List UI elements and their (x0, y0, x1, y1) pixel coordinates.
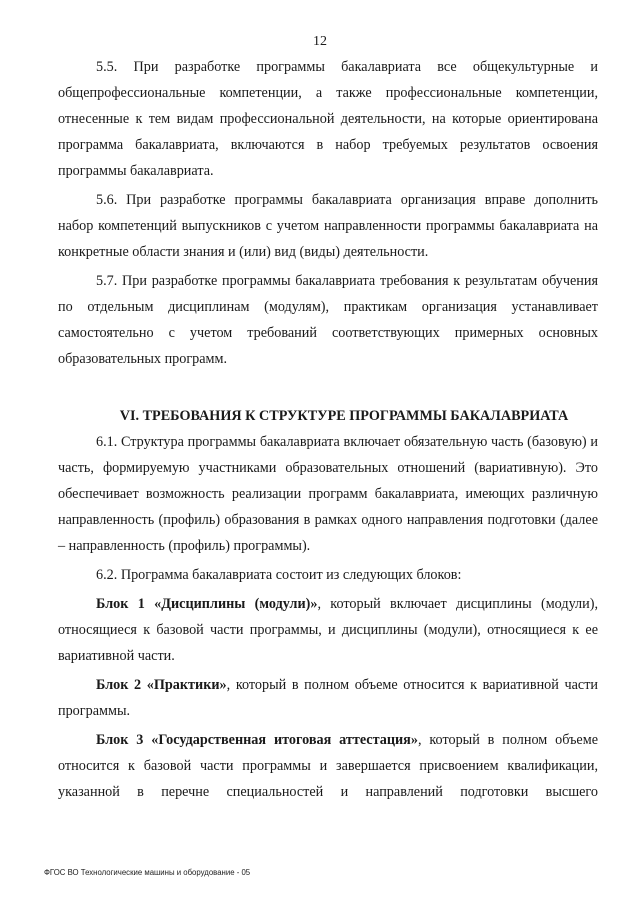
block-3-paragraph (58, 727, 598, 805)
block-1-title: Блок 1 «Дисциплины (модули)» (96, 596, 318, 612)
page-number: 12 (313, 34, 327, 49)
block-2-text: , который в полном объеме относится к вариативной части программы. (58, 677, 599, 719)
block-3-title: Блок 3 «Государственная итоговая аттестация» (96, 732, 418, 748)
block-2-paragraph (58, 672, 598, 724)
paragraph-5-7: 5.7. При разработке программы бакалавриата требования к результатам обучения по отдельным дисциплинам (модулям), практикам организация устанавливает самостоятельно с учетом требований соответствующих примерных основных образовательных программ. (58, 273, 598, 367)
paragraph-6-2: 6.2. Программа бакалавриата состоит из следующих блоков: (96, 567, 462, 583)
paragraph-6-1: 6.1. Структура программы бакалавриата включает обязательную часть (базовую) и часть, формируемую участниками образовательных отношений (вариативную). Это обеспечивает возможность реализации программ бакалавриата, имеющих различную направленность (профиль) образования в рамках одного направления подготовки (далее – направленность (профиль) программы). (58, 434, 598, 554)
paragraph-5-5: 5.5. При разработке программы бакалавриата все общекультурные и общепрофессиональные компетенции, а также профессиональные компетенции, отнесенные к тем видам профессиональной деятельности, на которые ориентирована программа бакалавриата, включаются в набор требуемых результатов освоения программы бакалавриата. (58, 59, 598, 179)
block-1-paragraph (58, 591, 598, 669)
section-heading: VI. ТРЕБОВАНИЯ К СТРУКТУРЕ ПРОГРАММЫ БАКАЛАВРИАТА (119, 408, 569, 424)
block-3-text: , который в полном объеме относится к базовой части программы и завершается присвоением квалификации, указанной в перечне специальностей и направлений подготовки высшего (58, 732, 598, 800)
document-body (58, 54, 598, 808)
page-footer: ФГОС ВО Технологические машины и оборудование - 05 (44, 868, 251, 877)
paragraph-5-6: 5.6. При разработке программы бакалавриата организация вправе дополнить набор компетенций выпускников с учетом направленности программы бакалавриата на конкретные области знания и (или) вид (виды) деятельности. (58, 192, 598, 260)
block-1-text: , который включает дисциплины (модули), относящиеся к базовой части программы, и дисциплины (модули), относящиеся к ее вариативной части. (58, 596, 598, 664)
block-2-title: Блок 2 «Практики» (96, 677, 227, 693)
